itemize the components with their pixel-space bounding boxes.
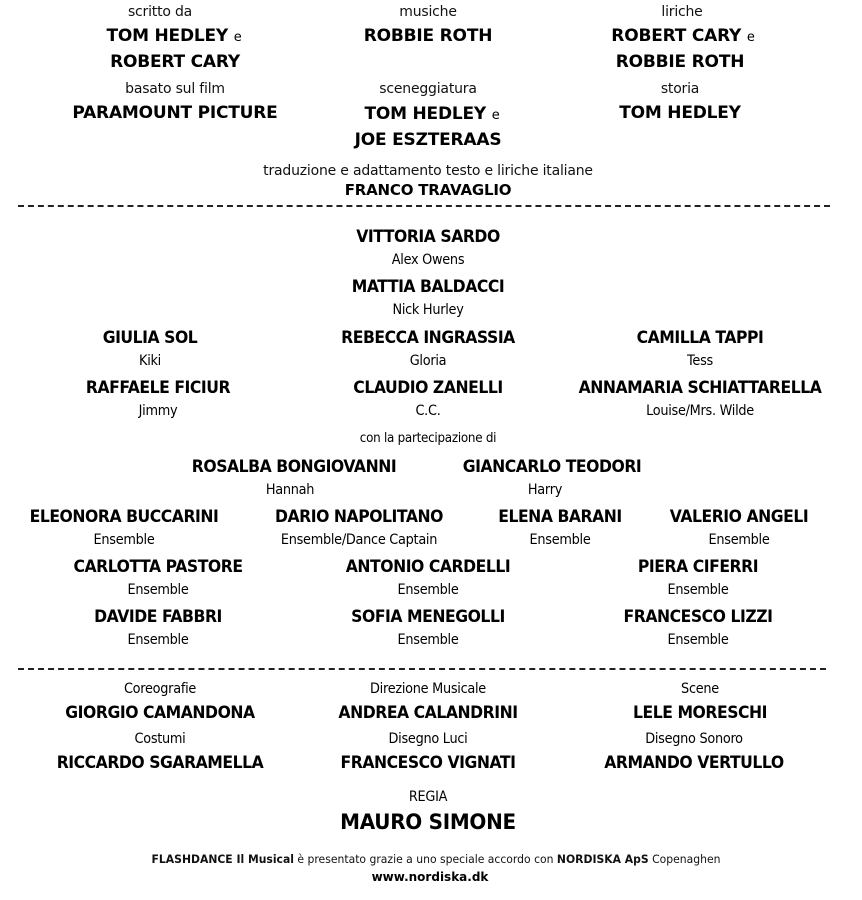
cast-name: DAVIDE FABBRI [94, 607, 222, 627]
translation-name: FRANCO TRAVAGLIO [344, 181, 512, 199]
written-by-name-1: TOM HEDLEY e [106, 26, 242, 46]
based-on-name: PARAMOUNT PICTURE [72, 103, 278, 123]
cast-role: Ensemble [93, 532, 155, 548]
cast-role: C.C. [415, 403, 441, 419]
footer-url-link[interactable]: www.nordiska.dk [371, 870, 489, 884]
cast-role: Louise/Mrs. Wilde [646, 403, 754, 419]
cast-role: Alex Owens [391, 252, 465, 268]
cast-name: GIULIA SOL [102, 328, 198, 348]
cast-name: ANTONIO CARDELLI [345, 557, 511, 577]
director-name: MAURO SIMONE [340, 810, 516, 834]
footer-credit-line: FLASHDANCE Il Musical è presentato grazie a uno speciale accordo con NORDISKA ApS Copenaghen [151, 852, 721, 866]
cast-role: Ensemble [397, 582, 459, 598]
creative-name: LELE MORESCHI [632, 703, 768, 723]
section-divider-1 [18, 205, 830, 207]
creative-name: ANDREA CALANDRINI [338, 703, 518, 723]
cast-name: FRANCESCO LIZZI [623, 607, 773, 627]
translation-label: traduzione e adattamento testo e liriche italiane [263, 163, 593, 179]
cast-role: Ensemble [127, 632, 189, 648]
cast-role: Hannah [265, 482, 315, 498]
cast-role: Ensemble [708, 532, 770, 548]
cast-name: VALERIO ANGELI [669, 507, 809, 527]
company-name: NORDISKA ApS [556, 852, 649, 866]
cast-name: ELEONORA BUCCARINI [29, 507, 219, 527]
cast-name: CAMILLA TAPPI [636, 328, 764, 348]
section-divider-2 [18, 668, 826, 670]
director-label: REGIA [408, 789, 448, 805]
creative-name: GIORGIO CAMANDONA [65, 703, 255, 723]
cast-role: Ensemble [127, 582, 189, 598]
music-name: ROBBIE ROTH [363, 26, 493, 46]
cast-role: Ensemble [667, 632, 729, 648]
cast-role: Harry [527, 482, 563, 498]
lyrics-label: liriche [661, 4, 703, 20]
creative-role-label: Costumi [134, 731, 186, 747]
participation-label: con la partecipazione di [359, 431, 497, 446]
cast-role: Ensemble/Dance Captain [280, 532, 438, 548]
screenplay-name-1: TOM HEDLEY e [364, 104, 500, 124]
cast-name: CARLOTTA PASTORE [73, 557, 243, 577]
story-label: storia [660, 81, 700, 97]
show-name: FLASHDANCE Il Musical [151, 852, 294, 866]
cast-role: Gloria [409, 353, 447, 369]
creative-name: FRANCESCO VIGNATI [340, 753, 516, 773]
creative-role-label: Disegno Sonoro [645, 731, 743, 747]
cast-role: Ensemble [667, 582, 729, 598]
music-label: musiche [399, 4, 457, 20]
based-on-label: basato sul film [125, 81, 225, 97]
cast-role: Ensemble [529, 532, 591, 548]
cast-name: VITTORIA SARDO [356, 227, 500, 247]
screenplay-name-2: JOE ESZTERAAS [354, 130, 502, 150]
written-by-label: scritto da [127, 4, 193, 20]
creative-role-label: Direzione Musicale [370, 681, 486, 697]
creative-role-label: Disegno Luci [388, 731, 468, 747]
cast-name: GIANCARLO TEODORI [462, 457, 642, 477]
cast-name: PIERA CIFERRI [637, 557, 759, 577]
cast-name: SOFIA MENEGOLLI [351, 607, 505, 627]
screenplay-label: sceneggiatura [379, 81, 477, 97]
story-name: TOM HEDLEY [619, 103, 741, 123]
written-by-name-2: ROBERT CARY [110, 52, 240, 72]
cast-name: MATTIA BALDACCI [351, 277, 505, 297]
cast-role: Jimmy [138, 403, 178, 419]
cast-name: REBECCA INGRASSIA [341, 328, 515, 348]
cast-role: Nick Hurley [392, 302, 464, 318]
cast-name: CLAUDIO ZANELLI [353, 378, 503, 398]
lyrics-name-2: ROBBIE ROTH [615, 52, 745, 72]
cast-name: DARIO NAPOLITANO [274, 507, 444, 527]
creative-name: ARMANDO VERTULLO [604, 753, 784, 773]
cast-name: ELENA BARANI [498, 507, 622, 527]
creative-name: RICCARDO SGARAMELLA [56, 753, 264, 773]
lyrics-name-1: ROBERT CARY e [611, 26, 755, 46]
cast-name: ROSALBA BONGIOVANNI [191, 457, 397, 477]
cast-role: Kiki [139, 353, 161, 369]
cast-role: Tess [687, 353, 713, 369]
cast-name: ANNAMARIA SCHIATTARELLA [578, 378, 822, 398]
cast-role: Ensemble [397, 632, 459, 648]
creative-role-label: Scene [681, 681, 719, 697]
cast-name: RAFFAELE FICIUR [85, 378, 231, 398]
creative-role-label: Coreografie [123, 681, 197, 697]
